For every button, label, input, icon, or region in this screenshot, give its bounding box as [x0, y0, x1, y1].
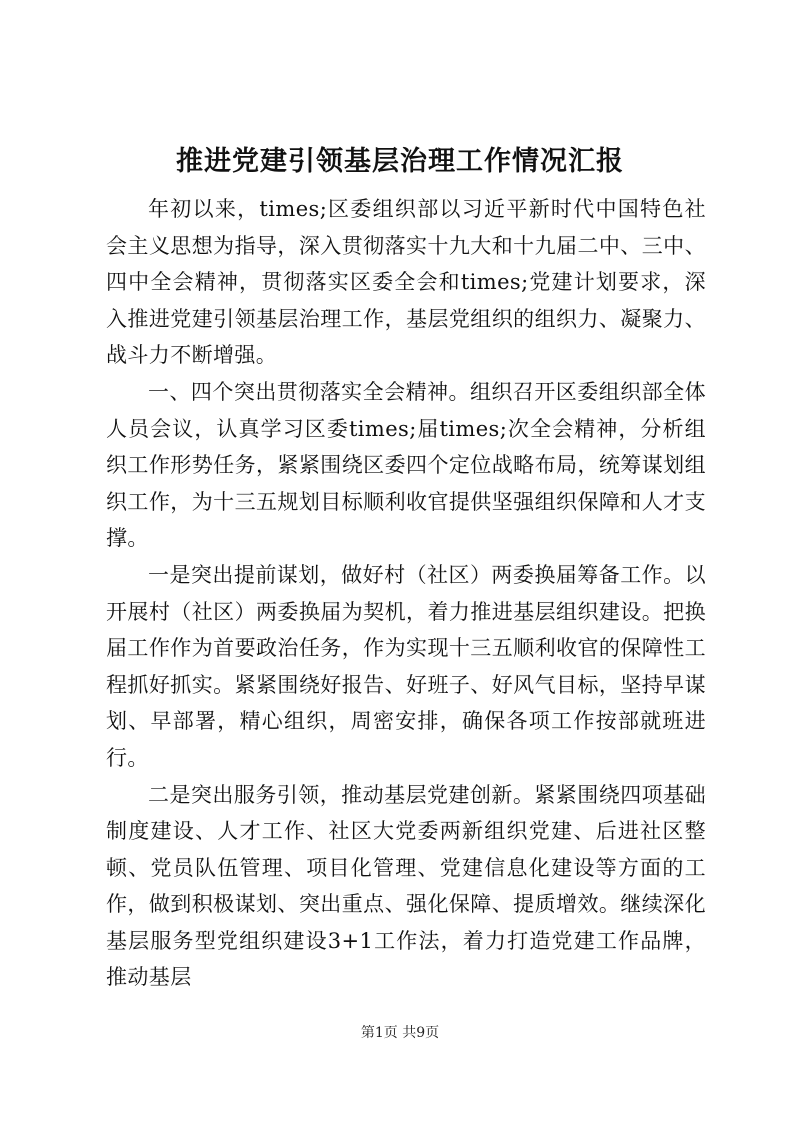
document-title: 推进党建引领基层治理工作情况汇报 [176, 146, 624, 177]
paragraph-section-one: 一、四个突出贯彻落实全会精神。组织召开区委组织部全体人员会议，认真学习区委times;届times;次全会精神，分析组织工作形势任务，紧紧围绕区委四个定位战略布局，统筹谋划组织工作，为十三五规划目标顺利收官提供坚强组织保障和人才支撑。 [106, 379, 706, 551]
paragraph-intro: 年初以来，times;区委组织部以习近平新时代中国特色社会主义思想为指导，深入贯彻落实十九大和十九届二中、三中、四中全会精神，贯彻落实区委全会和times;党建计划要求，深入推进党建引领基层治理工作，基层党组织的组织力、凝聚力、战斗力不断增强。 [106, 197, 706, 368]
page-number-footer: 第1页 共9页 [360, 1025, 440, 1041]
paragraph-point-one: 一是突出提前谋划，做好村（社区）两委换届筹备工作。以开展村（社区）两委换届为契机，着力推进基层组织建设。把换届工作作为首要政治任务，作为实现十三五顺利收官的保障性工程抓好抓实。紧紧围绕好报告、好班子、好风气目标，坚持早谋划、早部署，精心组织，周密安排，确保各项工作按部就班进行。 [106, 562, 706, 770]
document-body [106, 191, 706, 996]
paragraph-point-two: 二是突出服务引领，推动基层党建创新。紧紧围绕四项基础制度建设、人才工作、社区大党委两新组织党建、后进社区整顿、党员队伍管理、项目化管理、党建信息化建设等方面的工作，做到积极谋划、突出重点、强化保障、提质增效。继续深化基层服务型党组织建设3+1工作法，着力打造党建工作品牌，推动基层 [106, 782, 706, 990]
